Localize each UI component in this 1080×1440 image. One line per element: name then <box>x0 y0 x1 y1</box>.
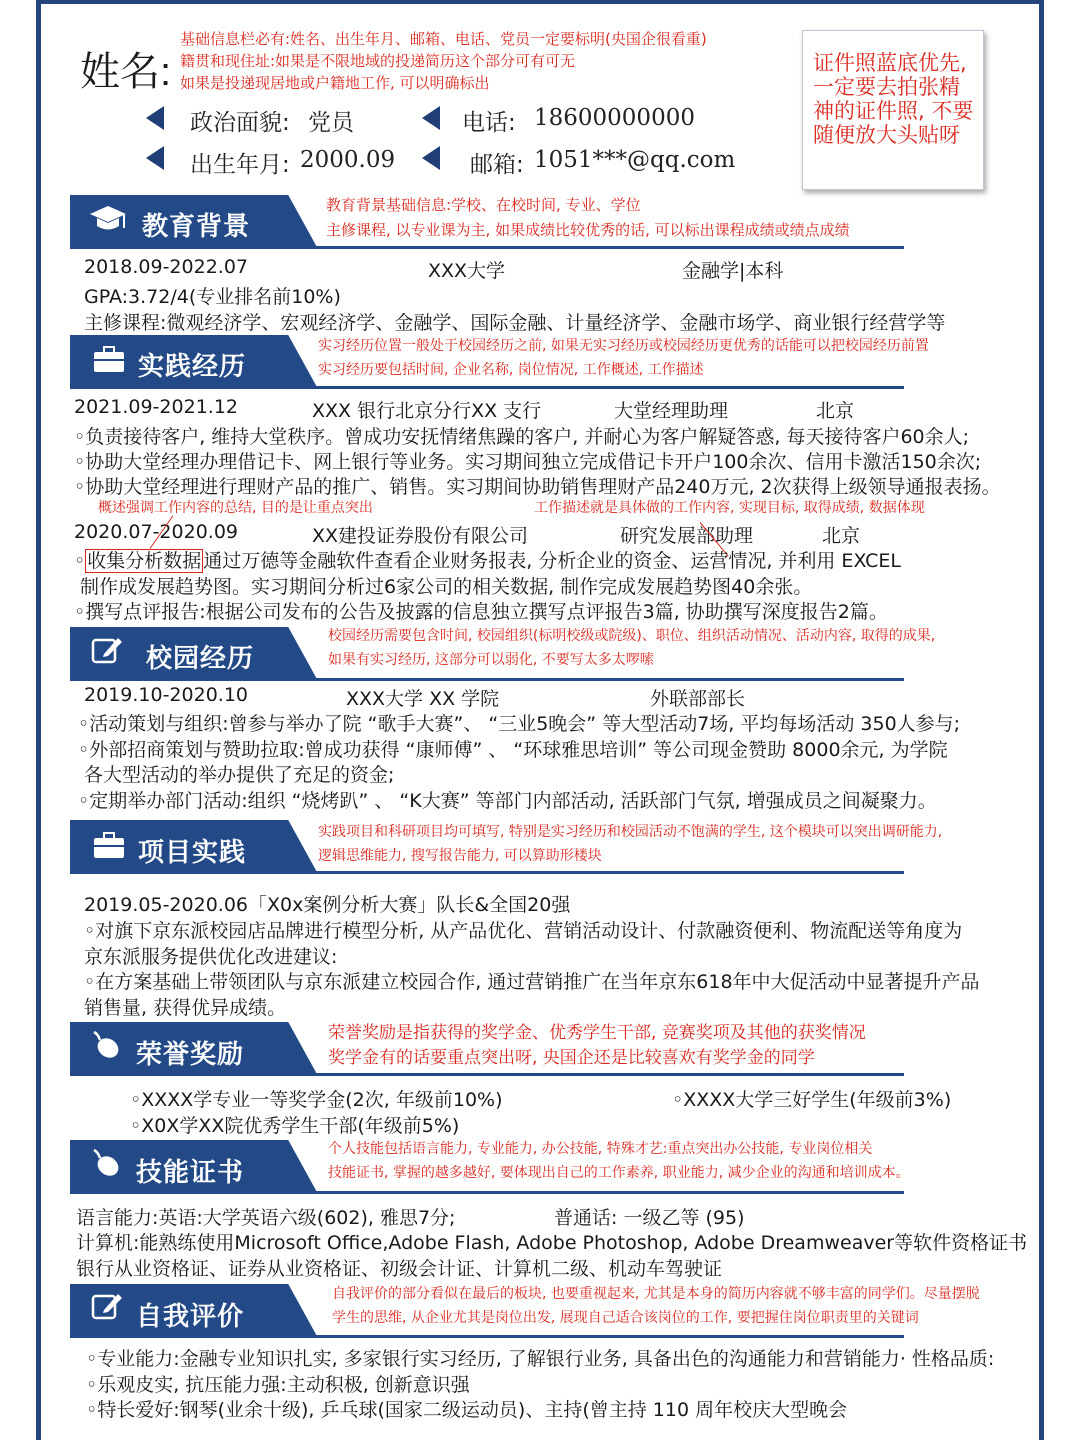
birth-value: 2000.09 <box>300 147 396 173</box>
graduation-cap-icon <box>88 202 128 245</box>
annotation: 荣誉奖励是指获得的奖学金、优秀学生干部, 竞赛奖项及其他的获奖情况 <box>328 1023 866 1043</box>
campus-bullet: ◦定期举办部门活动:组织 “烧烤趴” 、 “K大赛” 等部门内部活动, 活跃部门气氛, 增强成员之间凝聚力。 <box>78 790 937 812</box>
education-major: 金融学|本科 <box>682 260 784 282</box>
section-title: 教育背景 <box>142 212 251 242</box>
job-bullet: ◦协助大堂经理进行理财产品的推广、销售。实习期间协助销售理财产品240万元, 2次获得上级领导通报表扬。 <box>74 476 1001 498</box>
job-company: XXX 银行北京分行XX 支行 <box>312 400 542 422</box>
highlighted-keyword: 收集分析数据 <box>87 550 202 572</box>
header-note: 如果是投递现居地或户籍地工作, 可以明确标出 <box>180 74 490 92</box>
annotation: 逻辑思维能力, 搜写报告能力, 可以算助形楼块 <box>318 848 602 864</box>
education-school: XXX大学 <box>428 260 506 282</box>
section-title: 自我评价 <box>136 1302 245 1332</box>
section-title: 技能证书 <box>136 1158 245 1188</box>
bullet-triangle-icon <box>422 106 440 130</box>
name-label: 姓名: <box>80 50 172 94</box>
skill-mandarin: 普通话: 一级乙等 (95) <box>554 1207 745 1229</box>
annotation: 如果有实习经历, 这部分可以弱化, 不要写太多太啰嗦 <box>328 652 654 668</box>
job-bullet: ◦ 收集分析数据 通过万德等金融软件查看企业财务报表, 分析企业的资金、运营情况, 并利用 EXCEL <box>74 550 901 572</box>
header-note: 籍贯和现住址:如果是不限地域的投递简历这个部分可有可无 <box>180 52 576 70</box>
annotation: 工作描述就是具体做的工作内容, 实现目标, 取得成绩, 数据体现 <box>534 500 925 516</box>
section-title: 项目实践 <box>138 838 247 868</box>
job-city: 北京 <box>816 400 855 422</box>
self-eval-bullet: ◦乐观皮实, 抗压能力强:主动积极, 创新意识强 <box>86 1374 470 1396</box>
annotation: 学生的思维, 从企业尤其是岗位出发, 展现自己适合该岗位的工作, 要把握住岗位职责里的关键词 <box>332 1310 919 1326</box>
project-bullet: ◦在方案基础上带领团队与京东派建立校园合作, 通过营销推广在当年京东618年中大促活动中显著提升产品 <box>84 971 980 993</box>
annotation: 实习经历要包括时间, 企业名称, 岗位情况, 工作概述, 工作描述 <box>318 362 704 378</box>
briefcase-icon <box>92 344 126 381</box>
job-position: 大堂经理助理 <box>614 400 729 422</box>
job-bullet: 制作成发展趋势图。实习期间分析过6家公司的相关数据, 制作完成发展趋势图40余张。 <box>80 576 813 598</box>
section-divider <box>300 1335 904 1338</box>
self-eval-bullet: ◦特长爱好:钢琴(业余十级), 乒乓球(国家二级运动员)、主持(曾主持 110 周年校庆大型晚会 <box>86 1399 848 1421</box>
campus-bullet: ◦外部招商策划与赞助拉取:曾成功获得 “康师傅” 、 “环球雅思培训” 等公司现金赞助 8000余元, 为学院 <box>78 739 948 761</box>
skill-language: 语言能力:英语:大学英语六级(602), 雅思7分; <box>76 1207 456 1229</box>
section-divider <box>300 1073 904 1076</box>
honor-item: ◦XXXX大学三好学生(年级前3%) <box>672 1089 952 1111</box>
section-title: 荣誉奖励 <box>136 1040 245 1070</box>
campus-position: 外联部部长 <box>650 688 746 710</box>
section-divider <box>300 1191 904 1194</box>
birth-label: 出生年月: <box>190 152 290 178</box>
section-title: 校园经历 <box>146 644 255 674</box>
bullet-triangle-icon <box>146 106 164 130</box>
skill-computer: 计算机:能熟练使用Microsoft Office,Adobe Flash, Adobe Photoshop, Adobe Dreamweaver等软件资格证书 <box>76 1232 1028 1254</box>
skill-certs: 银行从业资格证、证券从业资格证、初级会计证、计算机二级、机动车驾驶证 <box>76 1258 723 1280</box>
bullet-triangle-icon <box>146 146 164 170</box>
job-company: XX建投证券股份有限公司 <box>312 525 529 547</box>
section-divider <box>300 386 904 389</box>
bullet-triangle-icon <box>422 146 440 170</box>
annotation: 教育背景基础信息:学校、在校时间, 专业、学位 <box>326 196 641 214</box>
annotation: 校园经历需要包含时间, 校园组织(标明校级或院级)、职位、组织活动情况、活动内容, 取得的成果, <box>328 628 936 644</box>
project-bullet: ◦对旗下京东派校园店品牌进行模型分析, 从产品优化、营销活动设计、付款融资便利、物流配送等角度为 <box>84 920 963 942</box>
project-bullet: 销售量, 获得优异成绩。 <box>84 997 287 1019</box>
education-period: 2018.09-2022.07 <box>84 256 248 278</box>
annotation: 技能证书, 掌握的越多越好, 要体现出自己的工作素养, 职业能力, 减少企业的沟通和培训成本。 <box>328 1165 910 1181</box>
annotation: 实习经历位置一般处于校园经历之前, 如果无实习经历或校园经历更优秀的话能可以把校园经历前置 <box>318 338 929 354</box>
annotation: 实践项目和科研项目均可填写, 特别是实习经历和校园活动不饱满的学生, 这个模块可以突出调研能力, <box>318 824 943 840</box>
mouse-icon <box>90 1148 124 1187</box>
edit-icon <box>90 1290 124 1329</box>
job-position: 研究发展部助理 <box>620 525 754 547</box>
project-bullet: 京东派服务提供优化改进建议: <box>84 946 338 968</box>
email-value: 1051***@qq.com <box>534 147 736 173</box>
job-period: 2021.09-2021.12 <box>74 396 238 418</box>
section-divider <box>300 871 904 874</box>
campus-bullet: ◦活动策划与组织:曾参与举办了院 “歌手大赛”、 “三业5晚会” 等大型活动7场, 平均每场活动 350人参与; <box>78 713 961 735</box>
section-divider <box>300 246 904 249</box>
annotation: 个人技能包括语言能力, 专业能力, 办公技能, 特殊才艺:重点突出办公技能, 专业岗位相关 <box>328 1141 873 1157</box>
photo-placeholder <box>802 30 984 190</box>
job-bullet: ◦协助大堂经理办理借记卡、网上银行等业务。实习期间独立完成借记卡开户100余次、信用卡激活150余次; <box>74 451 982 473</box>
annotation: 奖学金有的话要重点突出呀, 央国企还是比较喜欢有奖学金的同学 <box>328 1048 815 1068</box>
annotation: 主修课程, 以专业课为主, 如果成绩比较优秀的话, 可以标出课程成绩或绩点成绩 <box>326 221 850 239</box>
job-bullet: ◦负责接待客户, 维持大堂秩序。曾成功安抚情绪焦躁的客户, 并耐心为客户解疑答惑, 每天接待客户60余人; <box>74 426 970 448</box>
annotation: 自我评价的部分看似在最后的板块, 也要重视起来, 尤其是本身的简历内容就不够丰富的同学们。尽量摆脱 <box>332 1286 980 1302</box>
job-city: 北京 <box>822 525 861 547</box>
job-bullet-text: 通过万德等金融软件查看企业财务报表, 分析企业的资金、运营情况, 并利用 EXCEL <box>203 550 901 572</box>
education-gpa: GPA:3.72/4(专业排名前10%) <box>84 286 341 308</box>
campus-period: 2019.10-2020.10 <box>84 684 248 706</box>
phone-value: 18600000000 <box>534 105 695 131</box>
photo-note: 证件照蓝底优先, 一定要去拍张精神的证件照, 不要随便放大头贴呀 <box>813 51 974 147</box>
briefcase-icon <box>92 830 126 867</box>
political-label: 政治面貌: <box>190 110 290 136</box>
section-divider <box>300 678 904 681</box>
honor-item: ◦X0X学XX院优秀学生干部(年级前5%) <box>130 1115 460 1137</box>
section-title: 实践经历 <box>138 352 247 382</box>
header-note: 基础信息栏必有:姓名、出生年月、邮箱、电话、党员一定要标明(央国企很看重) <box>180 30 707 48</box>
job-period: 2020.07-2020.09 <box>74 521 238 543</box>
political-value: 党员 <box>308 110 354 136</box>
mouse-icon <box>90 1030 124 1069</box>
phone-label: 电话: <box>462 110 516 136</box>
campus-org: XXX大学 XX 学院 <box>346 688 500 710</box>
self-eval-bullet: ◦专业能力:金融专业知识扎实, 多家银行实习经历, 了解银行业务, 具备出色的沟通能力和营销能力· 性格品质: <box>86 1348 995 1370</box>
job-bullet: ◦撰写点评报告:根据公司发布的公告及披露的信息独立撰写点评报告3篇, 协助撰写深度报告2篇。 <box>74 601 888 623</box>
campus-bullet: 各大型活动的举办提供了充足的资金; <box>84 764 395 786</box>
edit-icon <box>90 634 124 673</box>
honor-item: ◦XXXX学专业一等奖学金(2次, 年级前10%) <box>130 1089 503 1111</box>
education-courses: 主修课程:微观经济学、宏观经济学、金融学、国际金融、计量经济学、金融市场学、商业银行经营学等 <box>84 312 946 334</box>
email-label: 邮箱: <box>470 152 524 178</box>
annotation: 概述强调工作内容的总结, 目的是让重点突出 <box>98 500 373 516</box>
project-heading: 2019.05-2020.06「X0x案例分析大赛」队长&全国20强 <box>84 894 571 916</box>
